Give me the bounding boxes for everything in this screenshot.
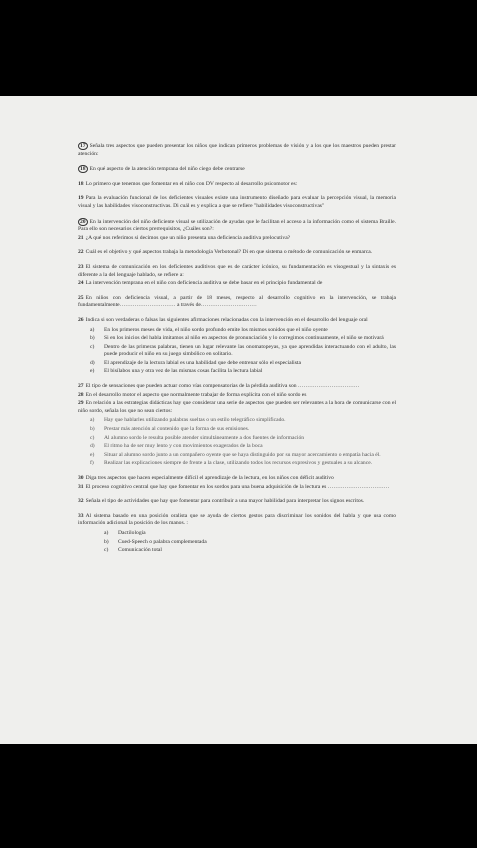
list-item: e) El bisílabos una y otra vez de las mismas cosas facilita la lectura labial	[90, 368, 263, 375]
question-number: 31	[78, 483, 84, 490]
list-item: f) Realizar las explicaciones siempre de frente a la clase, utilizando todos los recursos expresivos y gestuales a su alcance.	[90, 460, 373, 467]
question-30	[78, 475, 396, 483]
question-number: 17	[80, 143, 86, 149]
list-item: d) El aprendizaje de la lectura labial es una habilidad que debe entrenar sólo el especialista	[90, 359, 301, 366]
question-29-options	[78, 417, 396, 468]
question-number: 20	[80, 218, 86, 225]
question-text: La intervención temprana en el niño con deficiencia auditiva se debe basar en el principio fundamental de	[85, 280, 323, 287]
question-text: El tipo de sensaciones que pueden actuar como vías compensatorias de la pérdida auditiva son ……………………………	[85, 383, 360, 390]
question-number: 25	[78, 294, 84, 301]
question-number: 30	[78, 475, 84, 481]
question-text: En la intervención del niño deficiente visual se utilización de ayudas que le facilitan el acceso a la información como el sistema Braille. Para ello son necesarios ciertos prerrequisitos, ¿Cuáles son?:	[78, 218, 396, 233]
list-item: c) Dentro de las primeras palabras, tienen un lugar relevante las onomatopeyas, ya que aprendidas interactuando con el adulto, las puede producir el niño en su juego simbólico en solitario.	[90, 343, 396, 358]
question-22	[78, 249, 396, 257]
question-number: 22	[78, 249, 84, 256]
question-20	[78, 218, 396, 234]
question-text: Señala el tipo de actividades que hay que fomentar para contribuir a una mayor habilidad para interpretar los signos escritos.	[85, 498, 365, 505]
question-18b	[78, 181, 396, 189]
list-item: d) El ritmo ha de ser muy lento y con movimientos exagerados de la boca	[90, 443, 263, 450]
question-text: El sistema de comunicación en los deficientes auditivos que es de carácter icónico, su fundamentación es visogestual y la sintaxis es diferente a la del lenguaje hablado, se refiere a:	[78, 263, 396, 278]
question-number: 18	[78, 180, 84, 187]
question-26-options	[78, 327, 396, 377]
question-text: Señala tres aspectos que pueden presentar los niños que indican primeros problemas de visión y a los que los maestros pueden prestar atención:	[78, 143, 396, 157]
question-33-options	[78, 530, 396, 555]
list-item: b) Si en los inicios del habla imitamos al niño en aspectos de pronunciación y lo corregimos continuamente, el niño se motivará	[90, 335, 384, 342]
list-item: a) Dactilología	[104, 529, 146, 536]
list-item: c) Comunicación total	[104, 547, 162, 554]
question-27	[78, 383, 396, 391]
question-text: ¿A qué nos referimos si decimos que un niño presenta una deficiencia auditiva prelocutiva?	[85, 234, 291, 241]
question-25	[78, 295, 396, 310]
question-text: En relación a las estrategias didácticas hay que considerar una serie de aspectos que pueden ser relevantes a la hora de comunicarse con el niño sordo, señala los que no sean ciertos:	[78, 400, 396, 414]
question-29	[78, 400, 396, 415]
question-number: 24	[78, 280, 84, 287]
list-item: a) Hay que hablarles utilizando palabras sueltas o un estilo telegráfico simplificado.	[90, 417, 286, 424]
question-text: En qué aspecto de la atención temprana del niño ciego debe centrarse	[89, 166, 245, 173]
question-21	[78, 235, 396, 243]
list-item: c) Al alumno sordo le resulta posible atender simultáneamente a dos fuentes de información	[90, 434, 305, 441]
document-page	[0, 96, 477, 744]
question-number: 27	[78, 383, 84, 390]
question-text: Para la evaluación funcional de los deficientes visuales existe una instrumento diseñado para evaluar la percepción visual, la memoria visual y las habilidades visoconstructivas. Di cuál es y explica a que se refiere "habilidades visoconstructivas"	[78, 195, 396, 209]
question-28	[78, 392, 396, 400]
question-list	[78, 142, 396, 562]
question-number: 18	[80, 166, 86, 173]
question-18a	[78, 165, 396, 174]
question-number: 23	[78, 263, 84, 270]
question-text: Cuál es el objetivo y qué aspectos trabaja la metodología Verbotonal? Di en que sistema o método de comunicación se enmarca.	[85, 249, 373, 256]
question-32	[78, 498, 396, 506]
question-number: 26	[78, 316, 84, 323]
question-number: 28	[78, 391, 84, 398]
question-number: 21	[78, 234, 84, 241]
list-item: b) Cued-Speech o palabra complementada	[104, 538, 207, 545]
question-number: 29	[78, 400, 84, 407]
question-text: En niños con deficiencia visual, a partir de 18 meses, respecto al desarrollo cognitivo en la intervención, se trabaja fundamentalmente………………………… a través de…………………………	[78, 294, 396, 309]
question-number: 32	[78, 498, 84, 505]
list-item: b) Prestar más atención al contenido que la forma de sus emisiones.	[90, 426, 250, 433]
question-19	[78, 195, 396, 210]
question-text: Lo primero que tenemos que fomentar en el niño con DV respecto al desarrollo psicomotor es:	[85, 180, 298, 187]
question-text: Diga tres aspectos que hacen especialmente difícil el aprendizaje de la lectura, en los niños con déficit auditivo	[85, 475, 334, 481]
question-24	[78, 280, 396, 288]
list-item: a) En los primeros meses de vida, el niño sordo profundo emite los mismos sonidos que el niño oyente	[90, 326, 328, 333]
question-17	[78, 142, 396, 158]
question-text: Indica si son verdaderas o falsas las siguientes afirmaciones relacionadas con la intervención en el desarrollo del lenguaje oral	[85, 316, 368, 323]
question-31	[78, 484, 396, 492]
question-text: El proceso cognitivo central que hay que fomentar en los sordos para una buena adquisición de la lectura es ……………………………	[85, 483, 390, 490]
question-23	[78, 264, 396, 279]
question-number: 19	[78, 195, 84, 202]
question-text: Al sistema basado en una posición oralista que se ayuda de ciertos gestos para discriminar los sonidos del habla y que usa como información adicional la posición de los manos. :	[78, 512, 396, 527]
question-text: En el desarrollo motor el aspecto que normalmente trabajar de forma explícita con el niño sordo es	[85, 391, 307, 398]
question-33	[78, 513, 396, 528]
question-26	[78, 317, 396, 325]
question-number: 33	[78, 512, 84, 519]
list-item: e) Situar al alumno sordo junto a un compañero oyente que se haya distinguido por su mayor acercamiento o empatía hacia él.	[90, 451, 381, 458]
